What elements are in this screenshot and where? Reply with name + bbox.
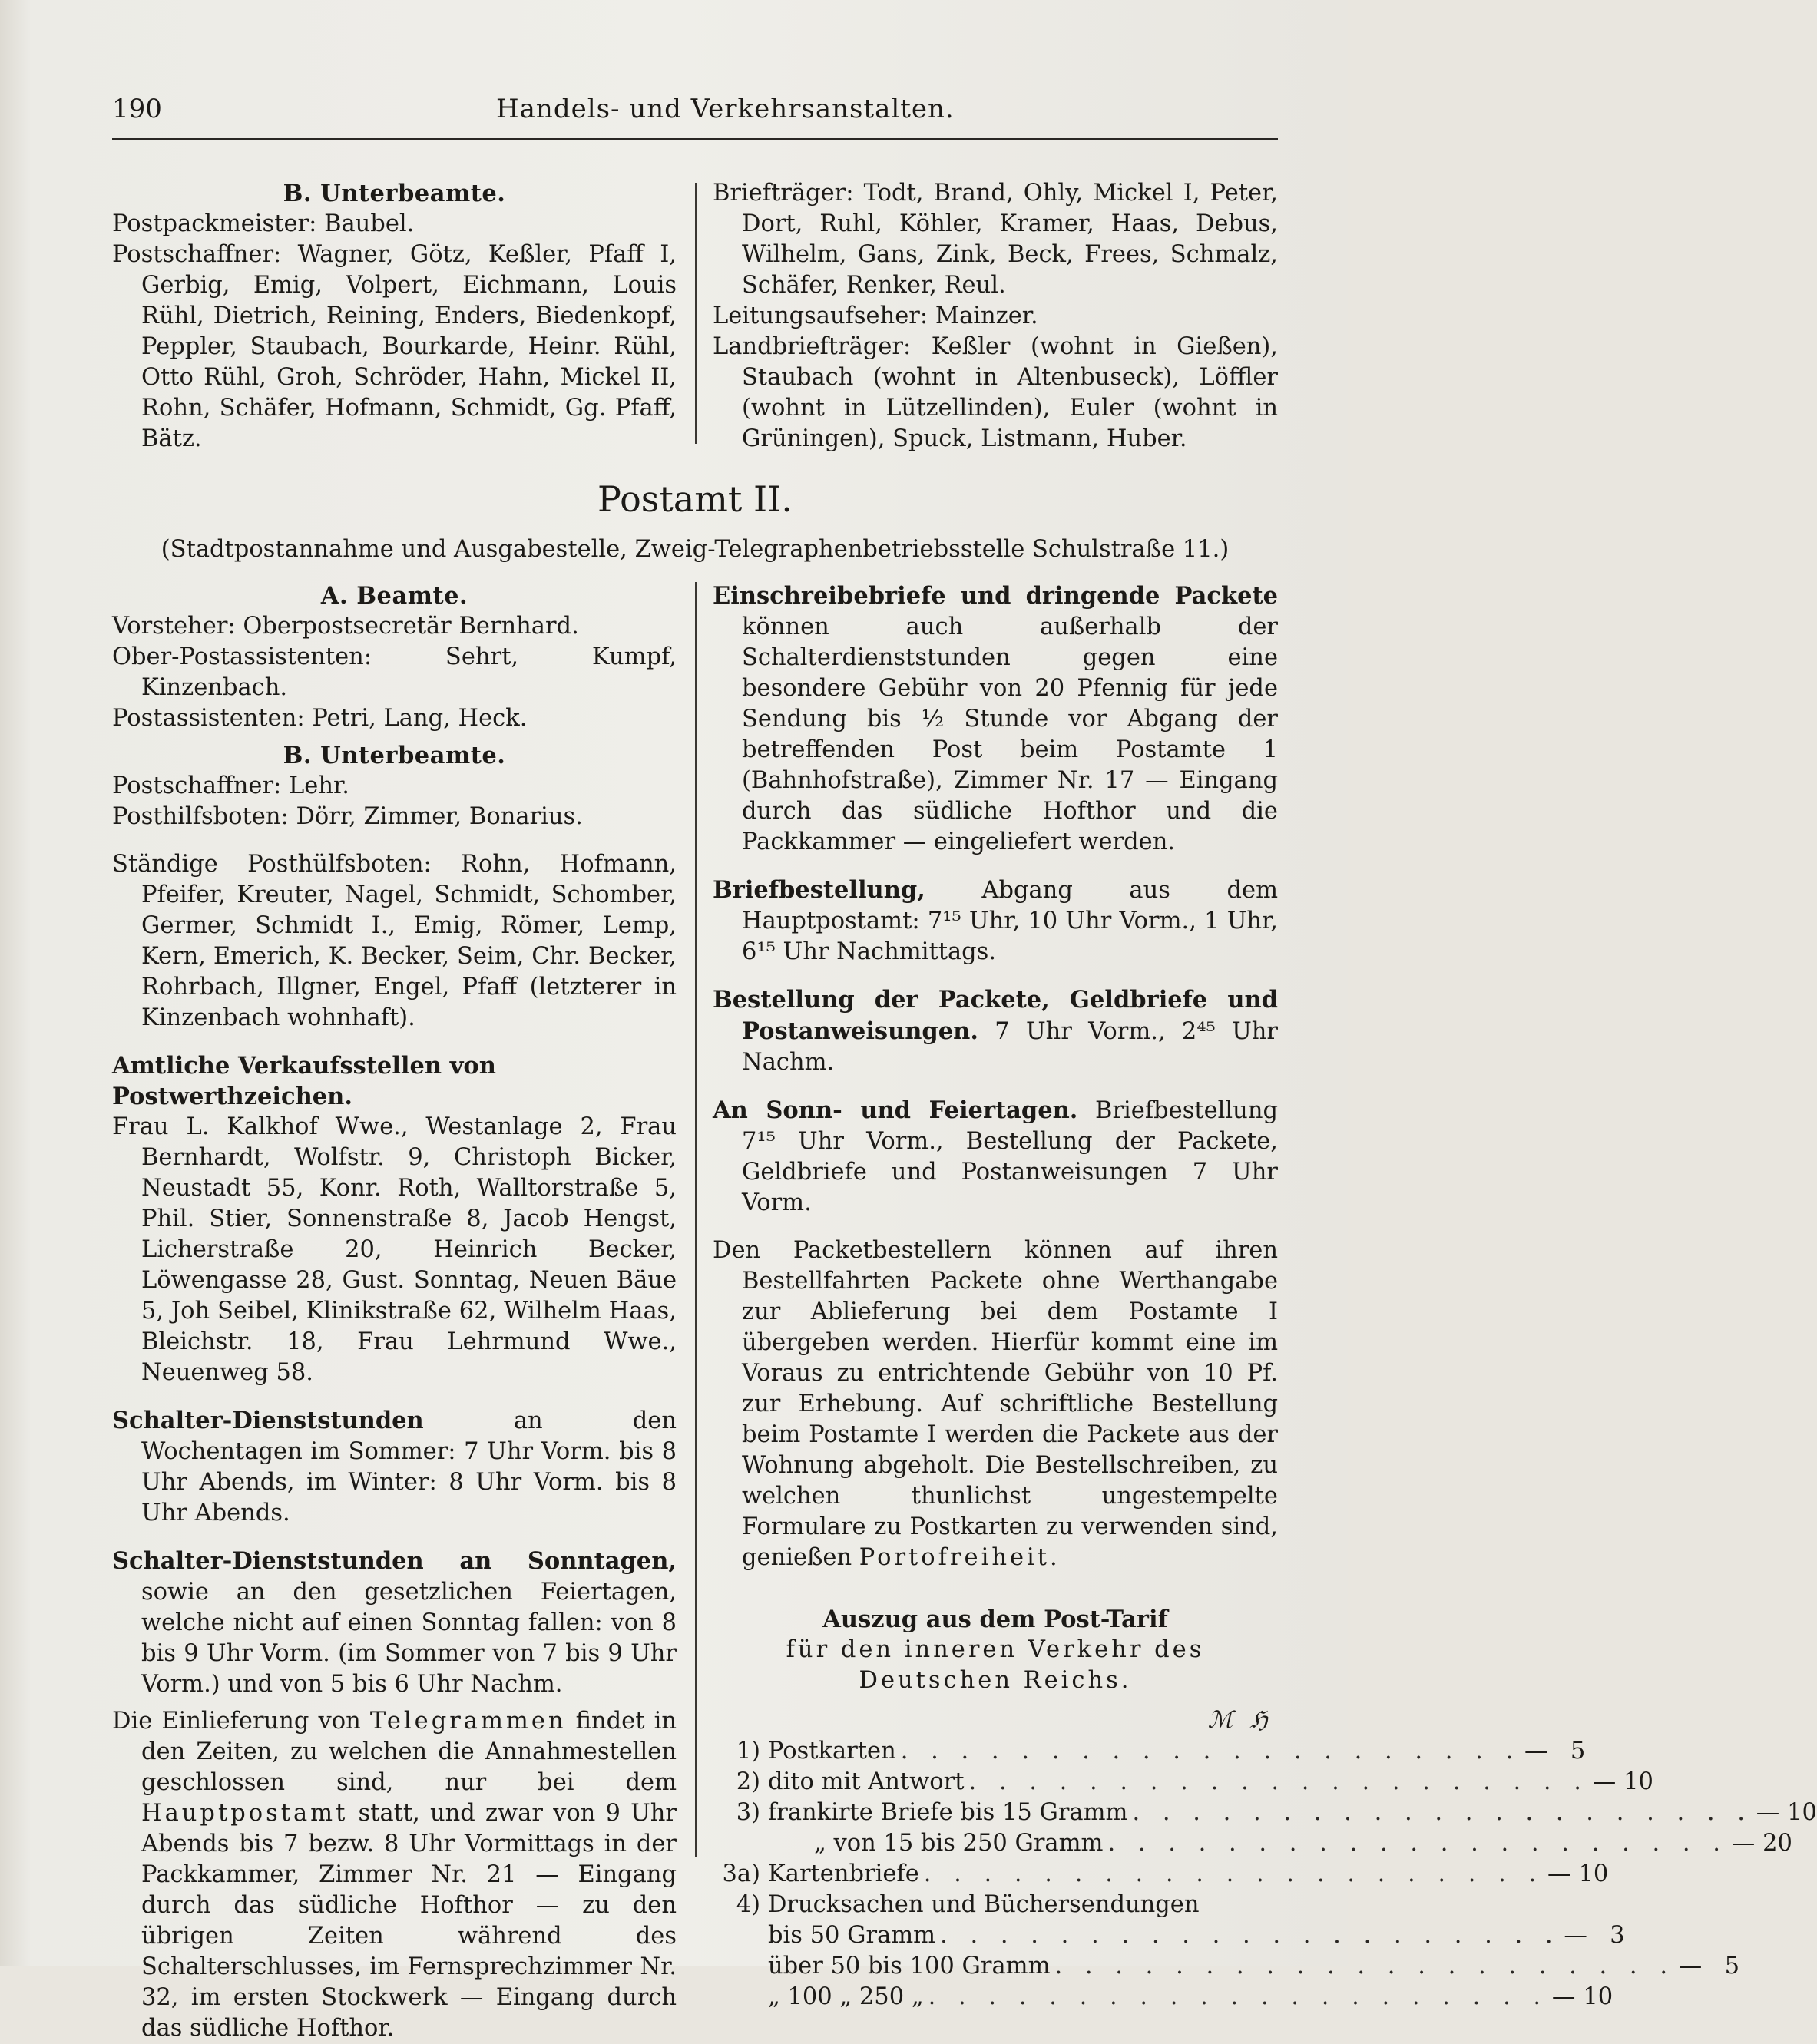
tarif-row-mark: — <box>1524 1738 1548 1765</box>
postassistenten-line: Postassistenten: Petri, Lang, Heck. <box>112 705 528 732</box>
packetbestellung-text: 7 Uhr Vorm., 2⁴⁵ Uhr Nachm. <box>742 1018 1278 1076</box>
top-left-column <box>112 178 677 455</box>
einschreibebriefe <box>713 580 1278 858</box>
einschreibebriefe-text: können auch außerhalb der Schalterdienststunden gegen eine besondere Gebühr von 20 Pfennig für jede Sendung bis ½ Stunde vor Abgang der betreffenden Post beim Postamte 1 (Bahnhofstraße), Zimmer Nr. 17 — Eingang durch das südliche Hofthor und die Packkammer — eingeliefert werden. <box>742 614 1278 855</box>
tarif-row <box>713 1798 1817 1828</box>
telegramm-text-2: findet in den Zeiten, zu welchen die Annahmestellen geschlossen sind, nur bei dem <box>141 1708 677 1796</box>
amtliche-verkaufsstellen-list: Frau L. Kalkhof Wwe., Westanlage 2, Frau Bernhardt, Wolfstr. 9, Christoph Bicker, Neustadt 55, Konr. Roth, Walltorstraße 5, Phil. Stier, Sonnenstraße 8, Jacob Hengst, Licherstraße 20, Heinrich Becker, Löwengasse 28, Gust. Sonntag, Neuen Bäue 5, Joh Seibel, Klinikstraße 62, Wilhelm Haas, Bleichstr. 18, Frau Lehrmund Wwe., Neuenweg 58. <box>112 1113 677 1386</box>
running-title: Handels- und Verkehrsanstalten. <box>496 94 955 124</box>
telegramm-text-3: statt, und zwar von 9 Uhr Abends bis 7 bezw. 8 Uhr Vormittags in der Packkammer, Zimmer Nr. 21 — Eingang durch das südliche Hofthor — zu den übrigen Zeiten während des Schalterschlusses, im Fernsprechzimmer Nr. 32, im ersten Stockwerk — Eingang durch das südliche Hofthor. <box>141 1800 677 2042</box>
schalter-dienststunden-heading: Schalter-Dienststunden <box>112 1407 424 1434</box>
sonntag-dienststunden-heading: Schalter-Dienststunden an Sonntagen, <box>112 1547 677 1575</box>
packetbestellung <box>713 984 1278 1078</box>
page-number: 190 <box>112 94 162 124</box>
unterbeamte-heading-2: B. Unterbeamte. <box>283 742 506 769</box>
tarif-row-label: Postkarten <box>768 1738 896 1765</box>
telegramm-word: Telegrammen <box>369 1708 567 1735</box>
leader-dots: . . . . . . . . . . . . . . . . . . . . . <box>923 1860 1544 1887</box>
tarif-subtitle-1: für den inneren Verkehr des <box>786 1636 1205 1663</box>
left-column <box>112 580 677 2044</box>
tarif-row-label: Drucksachen und Büchersendungen <box>768 1891 1200 1918</box>
tarif-currency-header <box>713 1705 1278 1736</box>
tarif-row-pf: 5 <box>1724 1953 1740 1980</box>
packetbestellung-heading: Bestellung der Packete, Geldbriefe und Postanweisungen. <box>713 986 1278 1045</box>
tarif-row <box>713 1920 1625 1951</box>
leader-dots: . . . . . . . . . . . . . . . . . . . . . <box>1132 1799 1752 1826</box>
sonntag-dienststunden-text: sowie an den gesetzlichen Feiertagen, welche nicht auf einen Sonntag fallen: von 8 bis 9 Uhr Vorm. (im Sommer von 7 bis 9 Uhr Vorm.) und von 5 bis 6 Uhr Nachm. <box>141 1579 677 1698</box>
tarif-row-label: bis 50 Gramm <box>768 1922 936 1949</box>
sonntag-dienststunden <box>112 1546 677 1700</box>
tarif-row-mark: — <box>1564 1922 1587 1949</box>
postschaffner-list: Postschaffner: Wagner, Götz, Keßler, Pfaff I, Gerbig, Emig, Volpert, Eichmann, Louis Rühl, Dietrich, Reining, Enders, Biedenkopf, Peppler, Staubach, Bourkarde, Heinr. Rühl, Otto Rühl, Groh, Schröder, Hahn, Mickel II, Rohn, Schäfer, Hofmann, Schmidt, Gg. Pfaff, Bätz. <box>112 241 677 452</box>
sonn-feiertage <box>713 1095 1278 1219</box>
tarif-title: Auszug aus dem Post-Tarif <box>822 1606 1168 1633</box>
tarif-row-mark: — <box>1551 1983 1576 2010</box>
tarif-row <box>713 1859 1609 1890</box>
packetbesteller-text: Den Packetbestellern können auf ihren Bestellfahrten Packete ohne Werthangabe zur Ablieferung bei dem Postamte I übergeben werden. Hierfür kommt eine im Voraus zu entrichtende Gebühr von 10 Pf. zur Erhebung. Auf schriftliche Bestellung beim Postamte I werden die Packete aus der Wohnung abgeholt. Die Bestellschreiben, zu welchen thunlichst ungestempelte Formulare zu Postkarten zu verwenden sind, genießen <box>713 1237 1278 1571</box>
tarif-row-label: frankirte Briefe bis 15 Gramm <box>768 1799 1128 1826</box>
tarif-row-pf: 10 <box>1787 1799 1817 1826</box>
tarif-row-label: „ von 15 bis 250 Gramm <box>814 1830 1104 1857</box>
tarif-row-label: dito mit Antwort <box>768 1768 965 1795</box>
ober-postassistenten-line: Ober-Postassistenten: Sehrt, Kumpf, Kinzenbach. <box>112 643 677 701</box>
post-tarif <box>713 1604 1817 2013</box>
running-head <box>112 86 1287 132</box>
tarif-row-label: Kartenbriefe <box>768 1860 919 1887</box>
telegramm-einlieferung <box>112 1706 677 2044</box>
tarif-row-num: 3a) <box>722 1860 760 1887</box>
tarif-row <box>713 1951 1740 1982</box>
tarif-row-mark: — <box>1731 1830 1756 1857</box>
leader-dots: . . . . . . . . . . . . . . . . . . . . . <box>968 1768 1589 1795</box>
posthilfsboten-line: Posthilfsboten: Dörr, Zimmer, Bonarius. <box>112 803 583 830</box>
tarif-row-pf: 10 <box>1578 1860 1609 1887</box>
tarif-row-mark: — <box>1756 1799 1780 1826</box>
tarif-row-num: 4) <box>736 1891 760 1918</box>
tarif-row-label: über 50 bis 100 Gramm <box>768 1953 1051 1980</box>
right-column <box>713 580 1817 2013</box>
tarif-row <box>713 1767 1653 1798</box>
briefbestellung-heading: Briefbestellung, <box>713 876 925 904</box>
tarif-row-pf: 20 <box>1762 1830 1792 1857</box>
unterbeamte-heading: B. Unterbeamte. <box>283 180 506 207</box>
tarif-row-mark: — <box>1678 1953 1703 1980</box>
leader-dots: . . . . . . . . . . . . . . . . . . . . . <box>1054 1953 1676 1980</box>
tarif-row-num: 3) <box>736 1799 760 1826</box>
packetbesteller-info <box>713 1235 1278 1573</box>
tarif-row <box>713 1982 1613 2013</box>
tarif-row-label: „ 100 „ 250 „ <box>768 1983 924 2010</box>
vorsteher-line: Vorsteher: Oberpostsecretär Bernhard. <box>112 613 579 640</box>
tarif-row-pf: 10 <box>1583 1983 1613 2010</box>
tarif-row-mark: — <box>1592 1768 1617 1795</box>
schalter-dienststunden <box>112 1405 677 1529</box>
tarif-row <box>713 1828 1792 1859</box>
pfennig-symbol: ℌ <box>1249 1707 1268 1734</box>
tarif-row-pf: 3 <box>1610 1922 1625 1949</box>
tarif-row-pf: 5 <box>1570 1738 1586 1765</box>
tarif-row-mark: — <box>1547 1860 1571 1887</box>
packetbesteller-end: . <box>1050 1544 1057 1571</box>
header-rule <box>112 138 1278 140</box>
briefbestellung-text: Abgang aus dem Hauptpostamt: 7¹⁵ Uhr, 10 Uhr Vorm., 1 Uhr, 6¹⁵ Uhr Nachmittags. <box>742 877 1278 965</box>
schalter-dienststunden-text: an den Wochentagen im Sommer: 7 Uhr Vorm. bis 8 Uhr Abends, im Winter: 8 Uhr Vorm. bis 8 Uhr Abends. <box>141 1407 677 1526</box>
leader-dots: . . . . . . . . . . . . . . . . . . . . . <box>928 1983 1549 2010</box>
section-title-block <box>112 475 1278 565</box>
section-subtitle: (Stadtpostannahme und Ausgabestelle, Zweig-Telegraphenbetriebsstelle Schulstraße 11.) <box>161 536 1230 563</box>
tarif-row-num: 1) <box>736 1738 760 1765</box>
leader-dots: . . . . . . . . . . . . . . . . . . . . . <box>900 1738 1521 1765</box>
column-divider-bottom <box>695 582 697 1857</box>
landbrieftraeger-list: Landbriefträger: Keßler (wohnt in Gießen), Staubach (wohnt in Altenbuseck), Löffler (wohnt in Lützellinden), Euler (wohnt in Grüningen), Spuck, Listmann, Huber. <box>713 333 1278 452</box>
leader-dots: . . . . . . . . . . . . . . . . . . . . . <box>940 1922 1561 1949</box>
tarif-row <box>713 1736 1586 1767</box>
portofreiheit-word: Portofreiheit <box>859 1544 1051 1571</box>
briefbestellung <box>713 875 1278 967</box>
postpackmeister-line: Postpackmeister: Baubel. <box>112 210 415 237</box>
staendige-posthuelfsboten: Ständige Posthülfsboten: Rohn, Hofmann, Pfeifer, Kreuter, Nagel, Schmidt, Schomber, Germer, Schmidt I., Emig, Römer, Lemp, Kern, Emerich, K. Becker, Seim, Chr. Becker, Rohrbach, Illgner, Engel, Pfaff (letzterer in Kinzenbach wohnhaft). <box>112 851 677 1031</box>
tarif-row-num: 2) <box>736 1768 760 1795</box>
telegramm-text-1: Die Einlieferung von <box>112 1708 370 1735</box>
amtliche-verkaufsstellen-heading: Amtliche Verkaufsstellen von Postwerthzeichen. <box>112 1052 496 1110</box>
leader-dots: . . . . . . . . . . . . . . . . . . . . . <box>1107 1830 1728 1857</box>
hauptpostamt-word: Hauptpostamt <box>141 1800 349 1827</box>
brieftraeger-list: Briefträger: Todt, Brand, Ohly, Mickel I, Peter, Dort, Ruhl, Köhler, Kramer, Haas, Debus, Wilhelm, Gans, Zink, Beck, Frees, Schmalz, Schäfer, Renker, Reul. <box>713 180 1278 299</box>
postschaffner-line: Postschaffner: Lehr. <box>112 772 349 799</box>
top-right-column <box>713 178 1278 455</box>
einschreibebriefe-heading: Einschreibebriefe und dringende Packete <box>713 582 1278 610</box>
tarif-row-pf: 10 <box>1623 1768 1653 1795</box>
column-divider-top <box>695 183 697 444</box>
section-title: Postamt II. <box>597 478 793 520</box>
sonn-feiertage-heading: An Sonn- und Feiertagen. <box>713 1096 1078 1124</box>
sonn-feiertage-text: Briefbestellung 7¹⁵ Uhr Vorm., Bestellung der Packete, Geldbriefe und Postanweisungen 7 Uhr Vorm. <box>742 1097 1278 1216</box>
mark-symbol: ℳ <box>1207 1707 1233 1734</box>
leitungsaufseher-line: Leitungsaufseher: Mainzer. <box>713 303 1038 329</box>
tarif-subtitle-2: Deutschen Reichs. <box>859 1667 1132 1694</box>
beamte-heading: A. Beamte. <box>320 582 468 610</box>
tarif-row <box>713 1890 1278 1920</box>
